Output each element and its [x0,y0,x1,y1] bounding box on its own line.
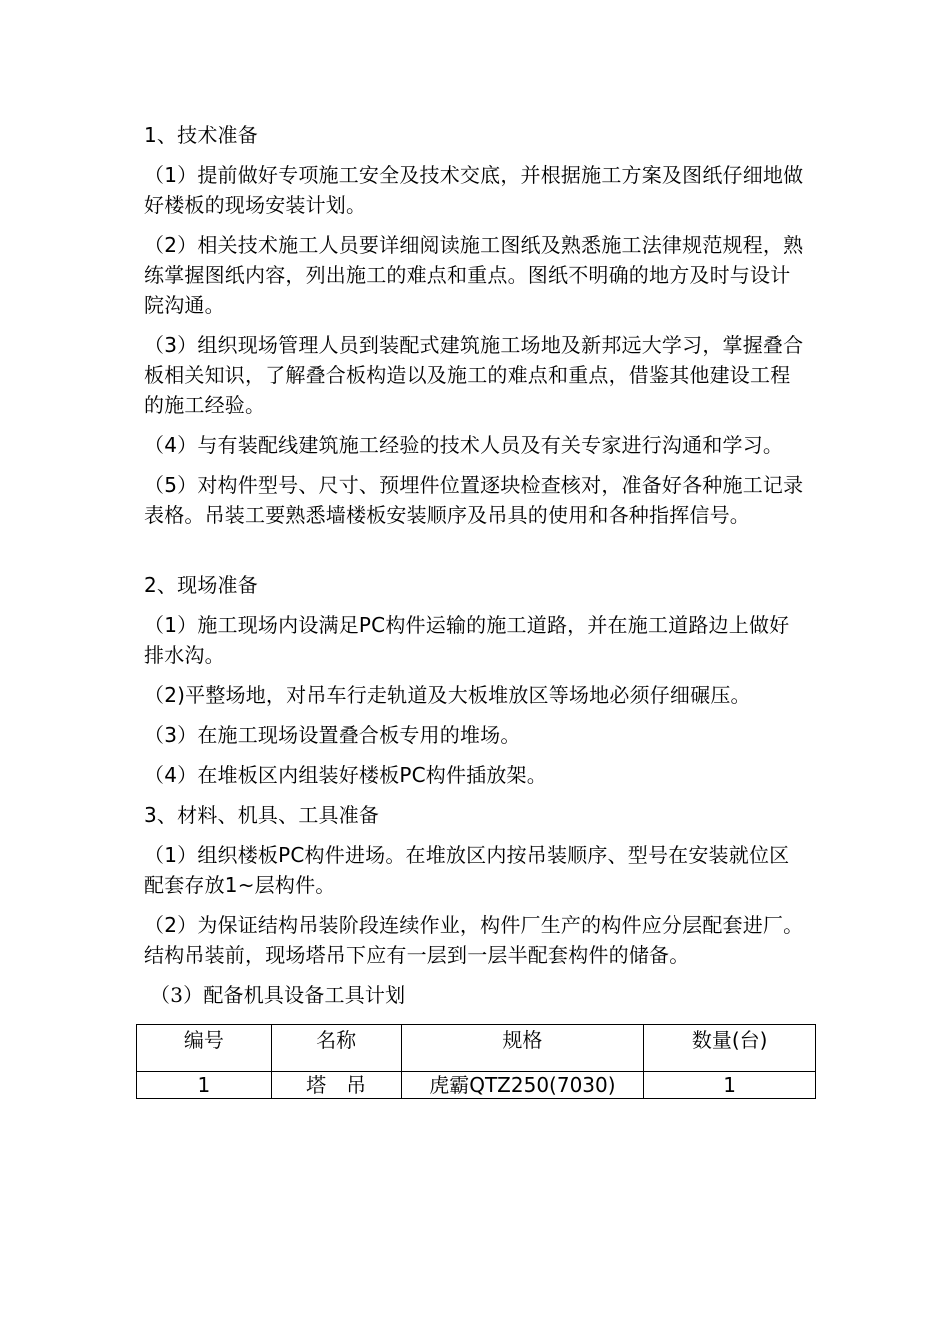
paragraph: （2）为保证结构吊装阶段连续作业，构件厂生产的构件应分层配套进厂。结构吊装前，现场塔吊下应有一层到一层半配套构件的储备。 [144,913,804,967]
column-header-spec: 规格 [401,1025,644,1072]
cell-name: 塔 吊 [271,1072,401,1099]
equipment-plan-caption: （3）配备机具设备工具计划 [150,983,406,1007]
paragraph: （5）对构件型号、尺寸、预埋件位置逐块检查核对，准备好各种施工记录表格。吊装工要熟悉墙楼板安装顺序及吊具的使用和各种指挥信号。 [144,473,804,527]
column-header-number: 编号 [137,1025,272,1072]
column-header-quantity: 数量(台) [644,1025,816,1072]
cell-quantity: 1 [644,1072,816,1099]
table-header-row [137,1025,816,1072]
section-heading: 2、现场准备 [144,573,258,597]
cell-number: 1 [137,1072,272,1099]
paragraph: （1）提前做好专项施工安全及技术交底，并根据施工方案及图纸仔细地做好楼板的现场安装计划。 [144,163,804,217]
equipment-table [136,1024,816,1099]
paragraph: （1）施工现场内设满足PC构件运输的施工道路，并在施工道路边上做好排水沟。 [144,613,790,667]
paragraph: （2）相关技术施工人员要详细阅读施工图纸及熟悉施工法律规范规程，熟练掌握图纸内容，列出施工的难点和重点。图纸不明确的地方及时与设计院沟通。 [144,233,804,317]
paragraph: （3）在施工现场设置叠合板专用的堆场。 [144,723,521,747]
paragraph: （2)平整场地，对吊车行走轨道及大板堆放区等场地必须仔细碾压。 [144,683,751,707]
column-header-name: 名称 [271,1025,401,1072]
document-content [144,120,806,1099]
cell-spec: 虎霸QTZ250(7030) [401,1072,644,1099]
paragraph: （3）组织现场管理人员到装配式建筑施工场地及新邦远大学习，掌握叠合板相关知识，了解叠合板构造以及施工的难点和重点，借鉴其他建设工程的施工经验。 [144,333,804,417]
table-row [137,1072,816,1099]
section-heading: 3、材料、机具、工具准备 [144,803,380,827]
section-heading: 1、技术准备 [144,123,258,147]
paragraph: （1）组织楼板PC构件进场。在堆放区内按吊装顺序、型号在安装就位区配套存放1~层构件。 [144,843,790,897]
paragraph: （4）与有装配线建筑施工经验的技术人员及有关专家进行沟通和学习。 [144,433,784,457]
paragraph: （4）在堆板区内组装好楼板PC构件插放架。 [144,763,547,787]
